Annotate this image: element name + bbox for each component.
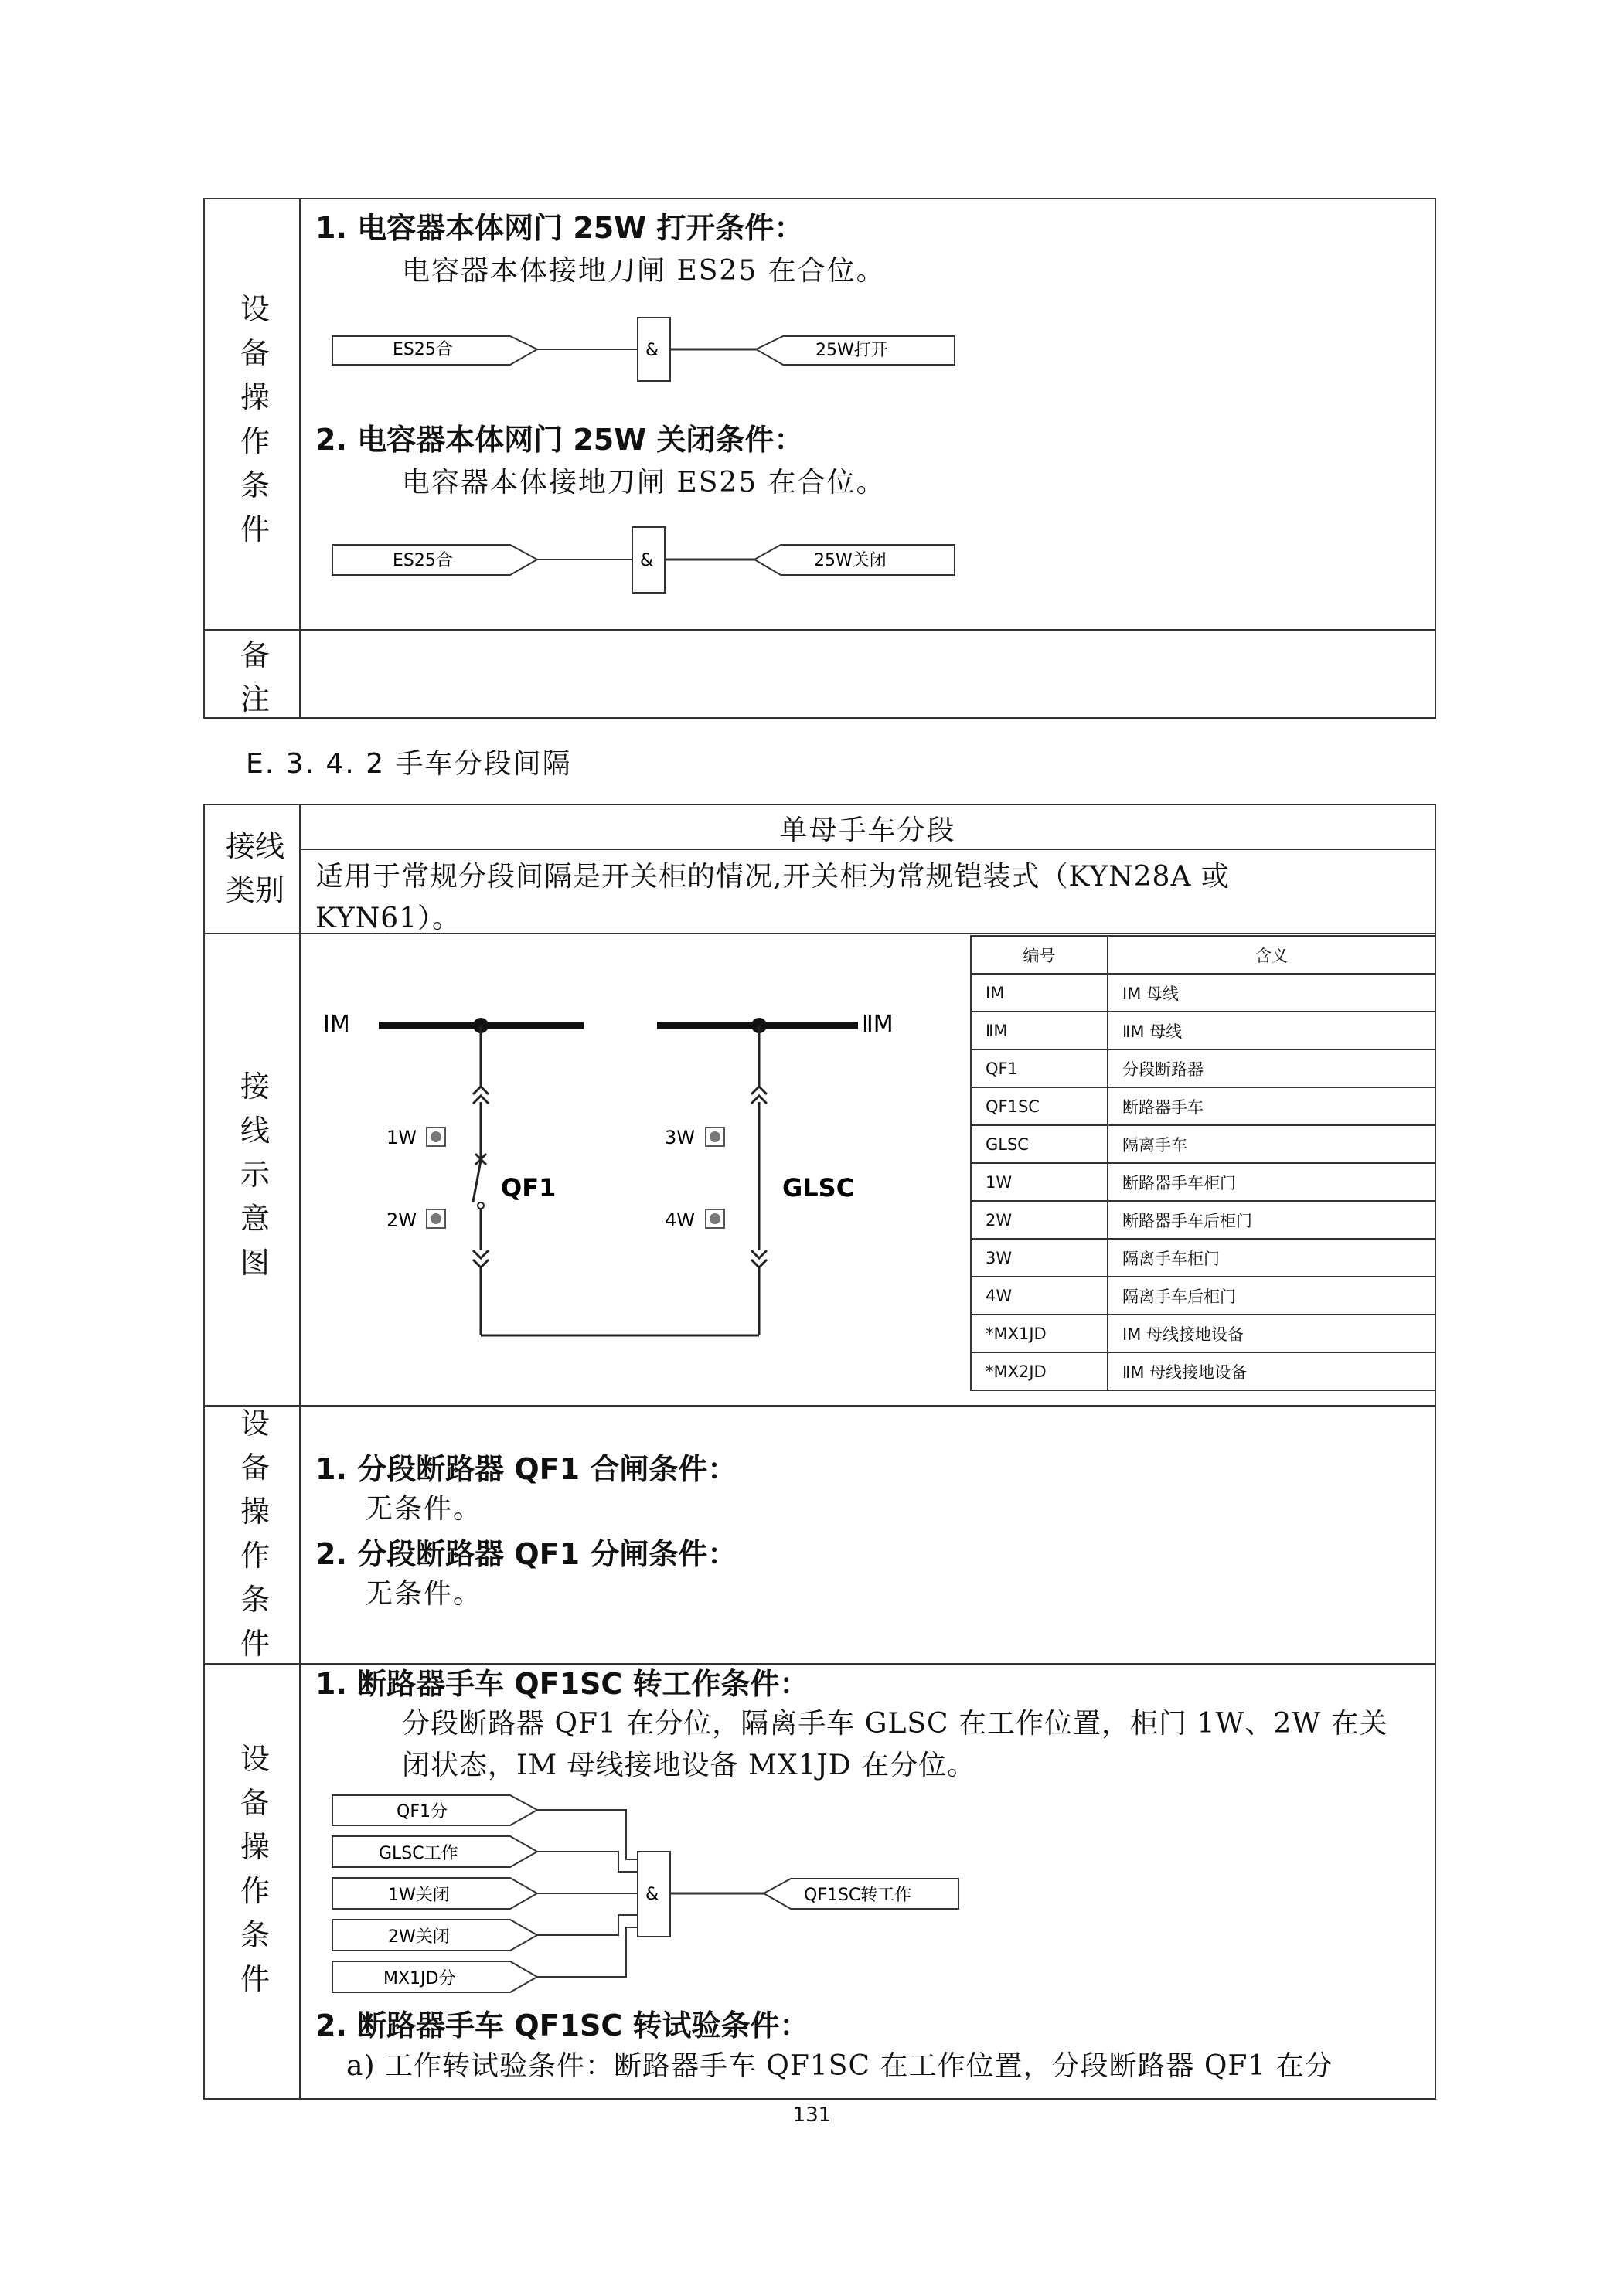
logic-gate: & [645, 1885, 659, 1904]
logic-input: GLSC工作 [379, 1844, 458, 1863]
wiring-diagram [301, 935, 966, 1403]
breaker-label: QF1 [501, 1173, 557, 1202]
table-row: GLSC 隔离手车 [971, 1125, 1435, 1163]
door-lock-icon-2 [427, 1209, 445, 1228]
cart-test-heading: 2. 断路器手车 QF1SC 转试验条件： [315, 2009, 809, 2043]
table-row: 4W 隔离手车后柜门 [971, 1277, 1435, 1315]
bus2-label: ⅡM [862, 1011, 894, 1038]
bus1-label: ⅠM [323, 1011, 350, 1038]
diagram-label: 接 线 示 意 图 [240, 1070, 270, 1280]
door4-label: 4W [665, 1209, 695, 1231]
logic-input: QF1分 [397, 1802, 448, 1821]
logic-output: 25W关闭 [814, 551, 887, 570]
logic-input: MX1JD分 [383, 1969, 456, 1988]
table-row: 2W 断路器手车后柜门 [971, 1201, 1435, 1239]
isolator-label: GLSC [782, 1173, 855, 1202]
table1-conditions-label: 设 备 操 作 条 件 [240, 292, 270, 546]
logic-input: 2W关闭 [388, 1927, 450, 1947]
table-row: *MX2JD ⅡM 母线接地设备 [971, 1352, 1435, 1390]
table-row: *MX1JD ⅠM 母线接地设备 [971, 1315, 1435, 1352]
logic-input: ES25合 [393, 551, 453, 570]
table1-remark-label: 备 注 [240, 638, 270, 716]
logic-gate: & [640, 551, 654, 570]
table1-item2-body: 电容器本体接地刀闸 ES25 在合位。 [402, 467, 886, 498]
cart-work-body-line1: 分段断路器 QF1 在分位，隔离手车 GLSC 在工作位置，柜门 1W、2W 在关 [402, 1708, 1388, 1740]
page-number: 131 [792, 2104, 832, 2127]
breaker-open-heading: 2. 分段断路器 QF1 分闸条件： [315, 1537, 737, 1571]
table-row: QF1 分段断路器 [971, 1049, 1435, 1087]
cart-test-sub-a: a) 工作转试验条件：断路器手车 QF1SC 在工作位置，分段断路器 QF1 在分 [346, 2050, 1333, 2082]
table-row: ⅠM ⅠM 母线 [971, 974, 1435, 1012]
legend-header-row: 编号 含义 [971, 936, 1435, 974]
breaker-blade [473, 1161, 481, 1202]
wiring-type-title: 单母手车分段 [779, 815, 956, 846]
wiring-type-desc-line2: KYN61）。 [315, 903, 461, 934]
table1-item2-heading: 2. 电容器本体网门 25W 关闭条件： [315, 423, 804, 457]
cart-work-body-line2: 闭状态，ⅠM 母线接地设备 MX1JD 在分位。 [402, 1750, 976, 1781]
wiring-type-desc-line1: 适用于常规分段间隔是开关柜的情况,开关柜为常规铠装式（KYN28A 或 [315, 861, 1230, 893]
breaker-conditions-label: 设 备 操 作 条 件 [240, 1407, 270, 1661]
door-lock-icon-1 [427, 1128, 445, 1146]
cart-work-heading: 1. 断路器手车 QF1SC 转工作条件： [315, 1667, 809, 1701]
section-title: E. 3. 4. 2 手车分段间隔 [246, 748, 572, 780]
table1-item1-body: 电容器本体接地刀闸 ES25 在合位。 [402, 255, 886, 287]
legend-table [970, 935, 1436, 1391]
door3-label: 3W [665, 1127, 695, 1148]
logic-input: ES25合 [393, 340, 453, 359]
door-lock-icon-3 [706, 1128, 724, 1146]
logic-diagram-qf1sc-work [325, 1785, 974, 1994]
door1-label: 1W [386, 1127, 417, 1148]
table1-item1-heading: 1. 电容器本体网门 25W 打开条件： [315, 211, 804, 245]
breaker-close-heading: 1. 分段断路器 QF1 合闸条件： [315, 1452, 737, 1486]
wiring-type-label: 接线 类别 [225, 829, 284, 907]
breaker-open-body: 无条件。 [365, 1578, 483, 1610]
logic-diagram-25w-open [325, 309, 974, 386]
logic-output: 25W打开 [815, 341, 888, 360]
table-row: QF1SC 断路器手车 [971, 1087, 1435, 1125]
logic-input: 1W关闭 [388, 1886, 450, 1905]
table-row: ⅡM ⅡM 母线 [971, 1012, 1435, 1049]
logic-gate: & [645, 341, 659, 360]
logic-diagram-25w-close [325, 519, 974, 597]
logic-output: QF1SC转工作 [804, 1886, 912, 1905]
door2-label: 2W [386, 1209, 417, 1231]
breaker-close-body: 无条件。 [365, 1493, 483, 1525]
door-lock-icon-4 [706, 1209, 724, 1228]
cart-conditions-label: 设 备 操 作 条 件 [240, 1742, 270, 1996]
table-row: 3W 隔离手车柜门 [971, 1239, 1435, 1277]
table-row: 1W 断路器手车柜门 [971, 1163, 1435, 1201]
